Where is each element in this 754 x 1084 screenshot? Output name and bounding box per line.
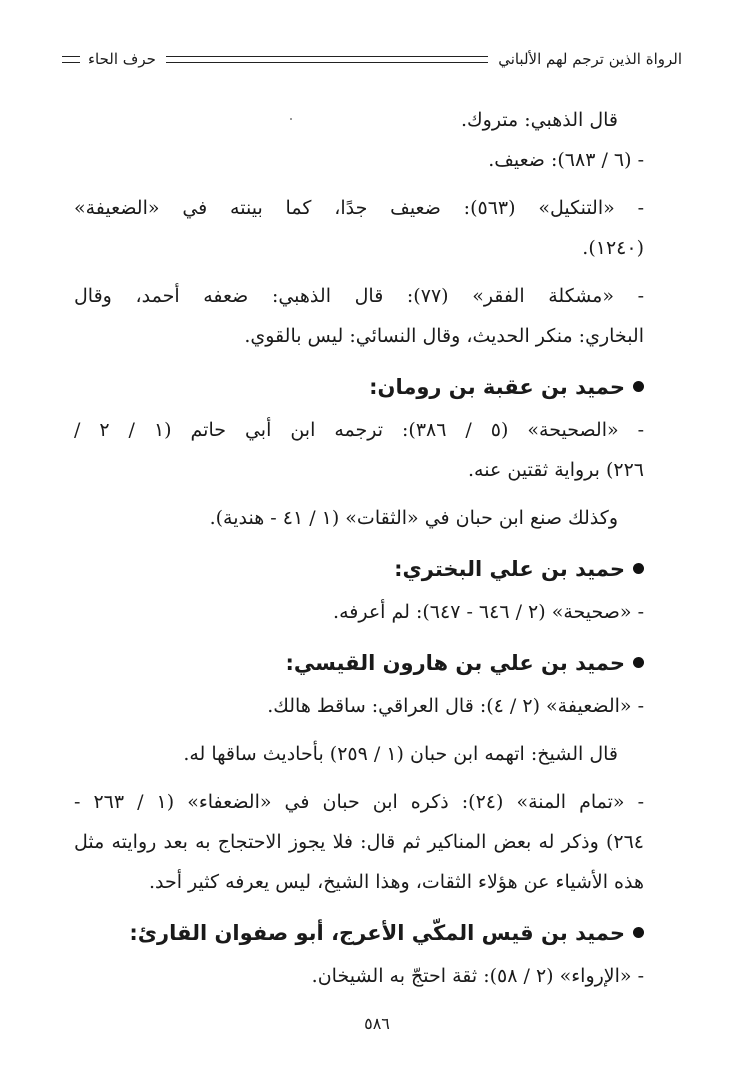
entry-heading: [74, 910, 644, 956]
body-line: - «الصحيحة» (٥ / ٣٨٦): ترجمه ابن أبي حاتم (١ / ٢ /: [74, 419, 645, 441]
entry-heading: [74, 364, 644, 410]
entry-heading: [74, 546, 644, 592]
page-body: [74, 100, 644, 996]
header-chapter-title: حرف الحاء: [88, 50, 156, 68]
body-line: - «الإرواء» (٢ / ٥٨): ثقة احتجّ به الشيخان.: [311, 965, 644, 987]
bullet-icon: [633, 381, 644, 392]
page-number: ٥٨٦: [364, 1014, 390, 1033]
body-line: قال الذهبي: متروك.: [460, 109, 618, 131]
entry-heading-text: حميد بن قيس المكّي الأعرج، أبو صفوان القارئ:: [129, 921, 625, 945]
body-line: ٢٢٦) برواية ثقتين عنه.: [468, 459, 644, 481]
body-line: البخاري: منكر الحديث، وقال النسائي: ليس بالقوي.: [244, 325, 644, 347]
bullet-icon: [633, 927, 644, 938]
entry-heading: [74, 640, 644, 686]
entry-heading-text: حميد بن عقبة بن رومان:: [369, 375, 625, 399]
bullet-icon: [633, 563, 644, 574]
body-line: هذه الأشياء عن هؤلاء الثقات، وهذا الشيخ، ليس يعرفه كثير أحد.: [148, 871, 644, 893]
body-line: - «صحيحة» (٢ / ٦٤٦ - ٦٤٧): لم أعرفه.: [333, 601, 644, 623]
scan-speck: [290, 118, 292, 120]
bullet-icon: [633, 657, 644, 668]
running-header: [62, 46, 682, 72]
body-line: - «تمام المنة» (٢٤): ذكره ابن حبان في «الضعفاء» (١ / ٢٦٣ -: [74, 791, 644, 813]
header-book-title: الرواة الذين ترجم لهم الألباني: [498, 50, 682, 68]
header-double-rule-tail: [62, 56, 80, 63]
body-line: وكذلك صنع ابن حبان في «الثقات» (١ / ٤١ - هندية).: [209, 507, 618, 529]
body-line: قال الشيخ: اتهمه ابن حبان (١ / ٢٥٩) بأحاديث ساقها له.: [183, 743, 618, 765]
entry-heading-text: حميد بن علي بن هارون القيسي:: [285, 651, 625, 675]
header-double-rule: [166, 56, 488, 63]
body-line: - «مشكلة الفقر» (٧٧): قال الذهبي: ضعفه أحمد، وقال: [74, 285, 644, 307]
body-line: ٢٦٤) وذكر له بعض المناكير ثم قال: فلا يجوز الاحتجاج به بعد روايته مثل: [74, 831, 644, 853]
body-line: (١٢٤٠).: [582, 237, 644, 259]
body-line: - «الضعيفة» (٢ / ٤): قال العراقي: ساقط هالك.: [267, 695, 644, 717]
body-line: - «التنكيل» (٥٦٣): ضعيف جدًا، كما بينته في «الضعيفة»: [74, 197, 644, 219]
body-line: - (٦ / ٦٨٣): ضعيف.: [488, 149, 644, 171]
entry-heading-text: حميد بن علي البختري:: [394, 557, 625, 581]
